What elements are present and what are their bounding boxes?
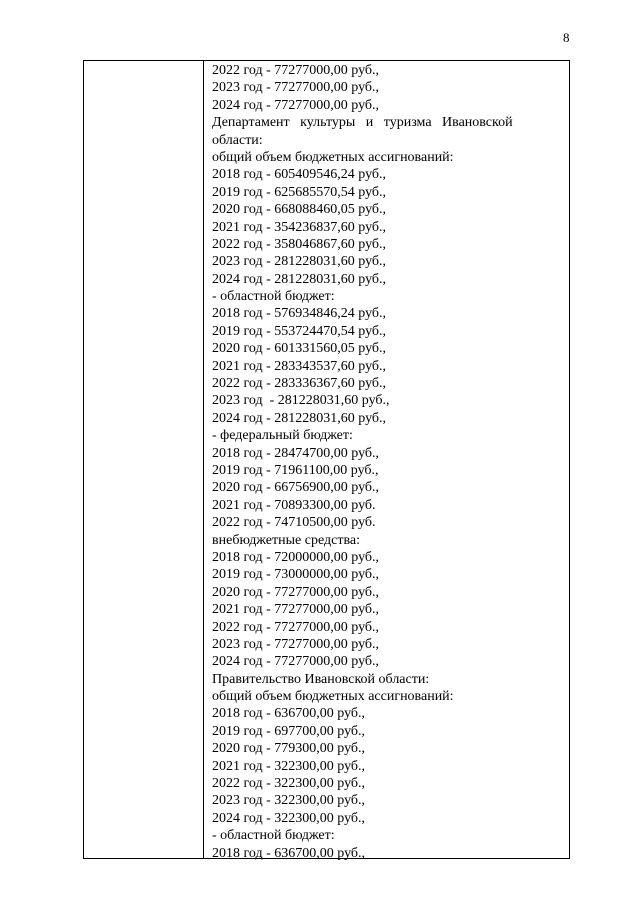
text-line: Правительство Ивановской области: bbox=[212, 671, 430, 687]
text-line: 2024 год - 77277000,00 руб., bbox=[212, 97, 380, 113]
text-line: 2021 год - 354236837,60 руб., bbox=[212, 219, 387, 235]
text-line: Департамент культуры и туризма Ивановской bbox=[212, 115, 513, 131]
text-line: 2019 год - 697700,00 руб., bbox=[212, 723, 366, 739]
text-line: 2022 год - 283336367,60 руб., bbox=[212, 376, 387, 392]
text-line: 2019 год - 71961100,00 руб., bbox=[212, 462, 379, 478]
text-line: 2023 год - 281228031,60 руб., bbox=[212, 254, 387, 270]
text-line: 2018 год - 605409546,24 руб., bbox=[212, 167, 387, 183]
table-right-cell bbox=[212, 62, 562, 862]
text-line: 2018 год - 636700,00 руб., bbox=[212, 706, 366, 722]
text-line: общий объем бюджетных ассигнований: bbox=[212, 689, 454, 705]
text-line: 2023 год - 322300,00 руб., bbox=[212, 793, 366, 809]
text-line: 2022 год - 322300,00 руб., bbox=[212, 776, 366, 792]
text-line: 2024 год - 322300,00 руб., bbox=[212, 810, 366, 826]
text-line: общий объем бюджетных ассигнований: bbox=[212, 149, 454, 165]
text-line: 2020 год - 601331560,05 руб., bbox=[212, 341, 387, 357]
text-line: - федеральный бюджет: bbox=[212, 428, 353, 444]
text-line: 2022 год - 358046867,60 руб., bbox=[212, 236, 387, 252]
text-line: 2024 год - 281228031,60 руб., bbox=[212, 410, 387, 426]
budget-table bbox=[83, 60, 570, 859]
text-line: 2018 год - 636700,00 руб., bbox=[212, 845, 366, 861]
text-line: - областной бюджет: bbox=[212, 828, 335, 844]
text-line: 2024 год - 77277000,00 руб., bbox=[212, 654, 380, 670]
text-line: 2020 год - 77277000,00 руб., bbox=[212, 584, 380, 600]
text-line: области: bbox=[212, 132, 263, 148]
text-line: 2023 год - 77277000,00 руб., bbox=[212, 636, 380, 652]
text-line: 2020 год - 668088460,05 руб., bbox=[212, 202, 387, 218]
text-line: 2019 год - 73000000,00 руб., bbox=[212, 567, 380, 583]
text-line: 2021 год - 322300,00 руб., bbox=[212, 758, 366, 774]
text-line: 2022 год - 77277000,00 руб., bbox=[212, 619, 380, 635]
text-line: 2024 год - 281228031,60 руб., bbox=[212, 271, 387, 287]
page-number: 8 bbox=[563, 30, 570, 45]
text-line: 2023 год - 281228031,60 руб., bbox=[212, 393, 390, 409]
text-line: 2019 год - 553724470,54 руб., bbox=[212, 323, 387, 339]
text-line: 2020 год - 66756900,00 руб., bbox=[212, 480, 380, 496]
text-line: 2020 год - 779300,00 руб., bbox=[212, 741, 366, 757]
text-line: внебюджетные средства: bbox=[212, 532, 360, 548]
column-divider bbox=[203, 61, 204, 858]
text-line: 2023 год - 77277000,00 руб., bbox=[212, 80, 380, 96]
table-left-cell bbox=[84, 61, 203, 858]
text-line: 2022 год - 77277000,00 руб., bbox=[212, 63, 380, 78]
text-line: 2018 год - 28474700,00 руб., bbox=[212, 445, 380, 461]
text-line: - областной бюджет: bbox=[212, 289, 335, 305]
text-line: 2018 год - 72000000,00 руб., bbox=[212, 549, 380, 565]
text-line: 2021 год - 70893300,00 руб. bbox=[212, 497, 376, 513]
text-line: 2022 год - 74710500,00 руб. bbox=[212, 515, 376, 531]
text-line: 2019 год - 625685570,54 руб., bbox=[212, 184, 387, 200]
text-line: 2021 год - 283343537,60 руб., bbox=[212, 358, 387, 374]
text-line: 2021 год - 77277000,00 руб., bbox=[212, 602, 380, 618]
text-line: 2018 год - 576934846,24 руб., bbox=[212, 306, 387, 322]
